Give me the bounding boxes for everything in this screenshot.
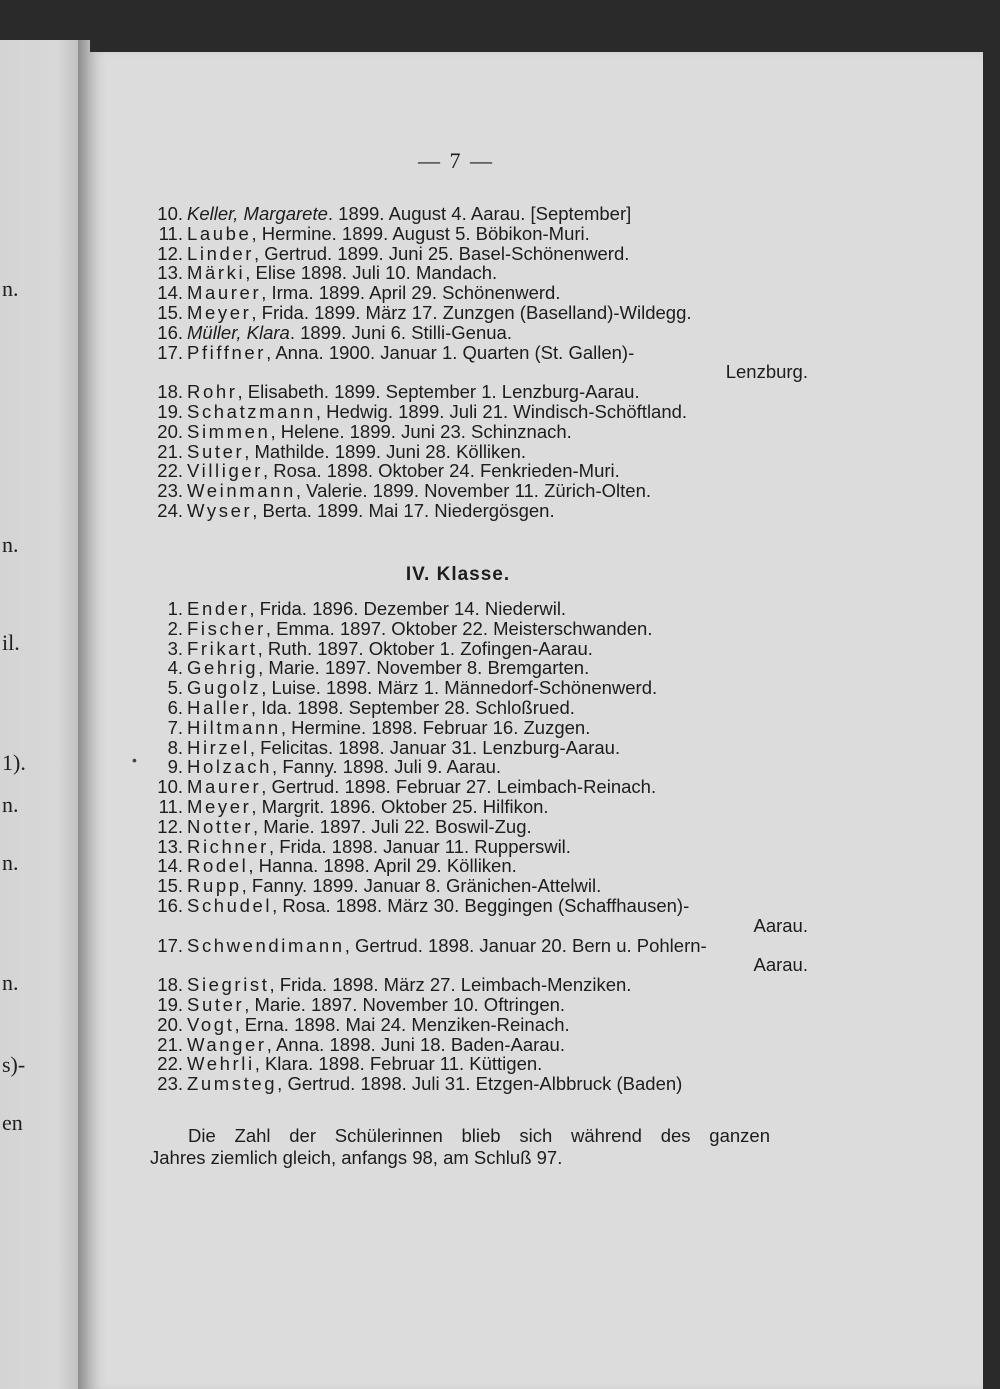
entry-text bbox=[187, 263, 788, 283]
entry-text bbox=[187, 343, 808, 383]
student-name: Linder bbox=[187, 242, 255, 264]
list-entry bbox=[128, 442, 788, 462]
entry-details: , Frida. 1898. Januar 11. Rupperswil. bbox=[268, 835, 571, 857]
adjacent-left-page bbox=[0, 40, 82, 1389]
entry-text bbox=[187, 244, 788, 264]
entry-details: , Erna. 1898. Mai 24. Menziken-Reinach. bbox=[234, 1013, 570, 1035]
entry-text bbox=[187, 1015, 788, 1035]
entry-number: 12. bbox=[157, 242, 183, 264]
student-name: Hirzel bbox=[187, 736, 250, 758]
student-name: Rodel bbox=[187, 855, 249, 877]
student-name: Wehrli bbox=[187, 1053, 255, 1075]
entry-details: , Hedwig. 1899. Juli 21. Windisch-Schöftland. bbox=[315, 400, 688, 422]
student-name: Schatzmann bbox=[187, 400, 316, 422]
entry-number: 24. bbox=[157, 499, 183, 521]
list-entry bbox=[128, 639, 788, 659]
student-name: Keller, Margarete bbox=[187, 203, 328, 224]
entry-number: 19. bbox=[157, 400, 183, 422]
entry-number: 4. bbox=[167, 657, 183, 679]
entry-text bbox=[187, 698, 788, 718]
list-entry bbox=[128, 757, 788, 777]
entry-number: 12. bbox=[157, 815, 183, 837]
list-entry bbox=[128, 599, 788, 619]
entry-details: , Gertrud. 1898. Januar 20. Bern u. Pohlern- bbox=[344, 934, 707, 956]
closing-line-2: Jahres ziemlich gleich, anfangs 98, am Schluß 97. bbox=[150, 1147, 563, 1168]
list-entry bbox=[128, 698, 788, 718]
entry-number: 3. bbox=[167, 637, 183, 659]
student-name: Haller bbox=[187, 696, 251, 718]
entry-details: , Marie. 1897. Juli 22. Boswil-Zug. bbox=[252, 815, 532, 837]
entry-text bbox=[187, 896, 808, 936]
left-page-fragment: s)- bbox=[2, 1052, 26, 1077]
entry-details: , Frida. 1898. März 27. Leimbach-Menziken. bbox=[269, 974, 632, 996]
entry-number: 14. bbox=[157, 282, 183, 304]
page-content bbox=[88, 52, 983, 1389]
list-entry bbox=[128, 738, 788, 758]
entry-text bbox=[187, 777, 788, 797]
list-entry bbox=[128, 837, 788, 857]
left-page-fragment: n. bbox=[2, 792, 19, 817]
entry-text bbox=[187, 856, 788, 876]
list-entry bbox=[128, 658, 788, 678]
student-name: Simmen bbox=[187, 420, 271, 442]
student-name: Meyer bbox=[187, 795, 252, 817]
entry-details: , Klara. 1898. Februar 11. Küttigen. bbox=[254, 1053, 543, 1075]
student-name: Fischer bbox=[187, 617, 266, 639]
entry-details: , Fanny. 1898. Juli 9. Aarau. bbox=[272, 756, 502, 778]
entry-text bbox=[187, 461, 788, 481]
entry-text bbox=[187, 738, 788, 758]
entry-number: 8. bbox=[167, 736, 183, 758]
student-name: Märki bbox=[187, 262, 246, 284]
entry-text bbox=[187, 204, 788, 224]
list-entry bbox=[128, 619, 788, 639]
student-name: Müller, Klara bbox=[187, 321, 290, 343]
entry-text bbox=[187, 402, 788, 422]
entry-text bbox=[187, 757, 788, 777]
list-entry bbox=[128, 777, 788, 797]
student-name: Richner bbox=[187, 835, 269, 857]
list-entry bbox=[128, 797, 788, 817]
entry-number: 1. bbox=[167, 598, 183, 619]
entry-continuation: Aarau. bbox=[753, 954, 808, 976]
list-entry bbox=[128, 934, 808, 976]
student-name: Laube bbox=[187, 222, 252, 244]
entry-details: , Elisabeth. 1899. September 1. Lenzburg-Aarau. bbox=[237, 381, 640, 403]
student-name: Weinmann bbox=[187, 480, 296, 502]
list-entry bbox=[128, 678, 788, 698]
entry-continuation: Aarau. bbox=[753, 914, 808, 936]
student-name: Pfiffner bbox=[187, 341, 267, 363]
entry-text bbox=[187, 797, 788, 817]
entry-text bbox=[187, 442, 788, 462]
entry-number: 16. bbox=[157, 321, 183, 343]
entry-number: 6. bbox=[167, 696, 183, 718]
entry-text bbox=[187, 382, 788, 402]
entry-number: 19. bbox=[157, 993, 183, 1015]
entry-text bbox=[187, 837, 788, 857]
entry-details: , Valerie. 1899. November 11. Zürich-Olten. bbox=[295, 480, 651, 502]
entry-number: 11. bbox=[158, 222, 183, 244]
entry-number: 20. bbox=[157, 1013, 183, 1035]
student-name: Maurer bbox=[187, 282, 262, 304]
entry-details: , Frida. 1896. Dezember 14. Niederwil. bbox=[249, 598, 567, 619]
closing-line-1: Die Zahl der Schülerinnen blieb sich während des ganzen bbox=[188, 1125, 770, 1146]
list-entry bbox=[128, 975, 788, 995]
entry-number: 17. bbox=[157, 934, 183, 956]
entry-number: 15. bbox=[157, 301, 183, 323]
entry-details: , Mathilde. 1899. Juni 28. Kölliken. bbox=[244, 440, 527, 462]
entry-details: , Anna. 1898. Juni 18. Baden-Aarau. bbox=[266, 1033, 565, 1055]
entry-text bbox=[187, 975, 788, 995]
entry-number: 18. bbox=[157, 974, 183, 996]
entry-details: , Anna. 1900. Januar 1. Quarten (St. Gallen)- bbox=[266, 341, 635, 363]
student-name: Gehrig bbox=[187, 657, 259, 679]
student-name: Frikart bbox=[187, 637, 258, 659]
entry-number: 5. bbox=[167, 677, 183, 699]
list-entry bbox=[128, 341, 808, 383]
entry-number: 23. bbox=[157, 1073, 183, 1095]
student-name: Schudel bbox=[187, 894, 273, 916]
entry-number: 17. bbox=[157, 341, 183, 363]
entry-text bbox=[187, 224, 788, 244]
student-name: Siegrist bbox=[187, 974, 270, 996]
entry-details: , Ida. 1898. September 28. Schloßrued. bbox=[250, 696, 575, 718]
entry-details: , Berta. 1899. Mai 17. Niedergösgen. bbox=[252, 499, 555, 521]
entry-number: 2. bbox=[167, 617, 183, 639]
student-name: Rupp bbox=[187, 875, 242, 897]
student-name: Gugolz bbox=[187, 677, 262, 699]
left-page-fragment: n. bbox=[2, 532, 19, 557]
student-name: Vogt bbox=[187, 1013, 235, 1035]
list-entry bbox=[128, 382, 788, 402]
entry-text bbox=[187, 323, 788, 343]
student-name: Ender bbox=[187, 598, 250, 619]
entry-details: , Emma. 1897. Oktober 22. Meisterschwanden. bbox=[265, 617, 653, 639]
list-entry bbox=[128, 1035, 788, 1055]
entry-details: . 1899. August 4. Aarau. [September] bbox=[327, 203, 632, 224]
entry-text bbox=[187, 1035, 788, 1055]
student-name: Holzach bbox=[187, 756, 273, 778]
list-entry bbox=[128, 501, 788, 521]
entry-number: 16. bbox=[157, 894, 183, 916]
list-entry bbox=[128, 718, 788, 738]
list-entry bbox=[128, 856, 788, 876]
left-page-fragment: il. bbox=[2, 630, 20, 655]
list-entry bbox=[128, 876, 788, 896]
student-name: Notter bbox=[187, 815, 253, 837]
entry-number: 21. bbox=[157, 440, 183, 462]
entry-number: 7. bbox=[167, 716, 183, 738]
entry-number: 22. bbox=[157, 460, 183, 482]
entry-number: 18. bbox=[157, 381, 183, 403]
entry-text bbox=[187, 283, 788, 303]
list-entry bbox=[128, 894, 808, 936]
list-entry bbox=[128, 422, 788, 442]
left-page-fragment: 1). bbox=[2, 750, 26, 775]
section-heading: IV. Klasse. bbox=[405, 564, 511, 585]
student-name: Rohr bbox=[187, 381, 238, 403]
entry-number: 13. bbox=[157, 262, 183, 284]
student-name: Wyser bbox=[187, 499, 253, 521]
entry-text bbox=[187, 422, 788, 442]
list-entry bbox=[128, 995, 788, 1015]
entry-details: , Rosa. 1898. März 30. Beggingen (Schaffhausen)- bbox=[272, 894, 690, 916]
entry-text bbox=[187, 995, 788, 1015]
entry-number: 13. bbox=[157, 835, 183, 857]
entry-details: , Felicitas. 1898. Januar 31. Lenzburg-Aarau. bbox=[249, 736, 621, 758]
entry-details: , Hermine. 1899. August 5. Böbikon-Muri. bbox=[251, 222, 590, 244]
entry-details: , Frida. 1899. März 17. Zunzgen (Baselland)-Wildegg. bbox=[251, 301, 692, 323]
entry-number: 22. bbox=[157, 1053, 183, 1075]
entry-number: 14. bbox=[157, 855, 183, 877]
entry-details: , Margrit. 1896. Oktober 25. Hilfikon. bbox=[251, 795, 549, 817]
entry-text bbox=[187, 303, 788, 323]
list-entry bbox=[128, 1015, 788, 1035]
entry-number: 10. bbox=[157, 776, 183, 798]
student-name: Villiger bbox=[187, 460, 263, 482]
entry-number: 11. bbox=[158, 795, 183, 817]
entry-details: , Hermine. 1898. Februar 16. Zuzgen. bbox=[280, 716, 591, 738]
entry-details: , Luise. 1898. März 1. Männedorf-Schönenwerd. bbox=[261, 677, 658, 699]
student-name: Suter bbox=[187, 440, 245, 462]
class-iii-list bbox=[128, 203, 808, 521]
margin-speck-mark: • bbox=[132, 752, 137, 768]
entry-details: , Elise 1898. Juli 10. Mandach. bbox=[245, 262, 498, 284]
list-entry bbox=[128, 204, 788, 224]
list-entry bbox=[128, 1074, 788, 1094]
entry-text bbox=[187, 936, 808, 976]
list-entry bbox=[128, 461, 788, 481]
entry-number: 20. bbox=[157, 420, 183, 442]
entry-text bbox=[187, 599, 788, 619]
list-entry bbox=[128, 817, 788, 837]
list-entry bbox=[128, 283, 788, 303]
class-iv-list bbox=[128, 598, 808, 1095]
student-name: Schwendimann bbox=[187, 934, 345, 956]
entry-details: , Marie. 1897. November 10. Oftringen. bbox=[244, 993, 566, 1015]
entry-continuation: Lenzburg. bbox=[725, 361, 808, 383]
left-page-fragment: n. bbox=[2, 970, 19, 995]
entry-details: . 1899. Juni 6. Stilli-Genua. bbox=[289, 321, 512, 343]
entry-details: , Gertrud. 1899. Juni 25. Basel-Schönenwerd. bbox=[254, 242, 630, 264]
left-page-fragment: n. bbox=[2, 850, 19, 875]
entry-number: 21. bbox=[157, 1033, 183, 1055]
entry-text bbox=[187, 481, 788, 501]
entry-number: 9. bbox=[167, 756, 183, 778]
left-page-fragment: n. bbox=[2, 276, 19, 301]
list-entry bbox=[128, 224, 788, 244]
list-entry bbox=[128, 1054, 788, 1074]
entry-text bbox=[187, 1054, 788, 1074]
student-name: Maurer bbox=[187, 776, 262, 798]
entry-details: , Gertrud. 1898. Februar 27. Leimbach-Reinach. bbox=[261, 776, 657, 798]
entry-text bbox=[187, 619, 788, 639]
list-entry bbox=[128, 481, 788, 501]
page-number: — 7 — bbox=[418, 148, 494, 173]
entry-number: 23. bbox=[157, 480, 183, 502]
entry-text bbox=[187, 678, 788, 698]
list-entry bbox=[128, 263, 788, 283]
entry-details: , Ruth. 1897. Oktober 1. Zofingen-Aarau. bbox=[257, 637, 593, 659]
student-name: Hiltmann bbox=[187, 716, 281, 738]
list-entry bbox=[128, 244, 788, 264]
left-page-fragment: en bbox=[2, 1110, 23, 1135]
book-page bbox=[88, 52, 983, 1389]
entry-details: , Gertrud. 1898. Juli 31. Etzgen-Albbruck (Baden) bbox=[277, 1073, 683, 1095]
entry-details: , Marie. 1897. November 8. Bremgarten. bbox=[258, 657, 590, 679]
student-name: Zumsteg bbox=[187, 1073, 278, 1095]
entry-details: , Hanna. 1898. April 29. Kölliken. bbox=[248, 855, 517, 877]
entry-text bbox=[187, 1074, 788, 1094]
list-entry bbox=[128, 323, 788, 343]
entry-details: , Helene. 1899. Juni 23. Schinznach. bbox=[270, 420, 572, 442]
entry-details: , Rosa. 1898. Oktober 24. Fenkrieden-Muri. bbox=[262, 460, 620, 482]
entry-number: 10. bbox=[157, 203, 183, 224]
entry-text bbox=[187, 876, 788, 896]
student-name: Wanger bbox=[187, 1033, 267, 1055]
entry-text bbox=[187, 501, 788, 521]
entry-details: , Fanny. 1899. Januar 8. Gränichen-Attelwil. bbox=[241, 875, 602, 897]
student-name: Meyer bbox=[187, 301, 252, 323]
entry-text bbox=[187, 718, 788, 738]
closing-paragraph bbox=[150, 1125, 770, 1169]
entry-details: , Irma. 1899. April 29. Schönenwerd. bbox=[261, 282, 561, 304]
entry-text bbox=[187, 817, 788, 837]
entry-number: 15. bbox=[157, 875, 183, 897]
list-entry bbox=[128, 402, 788, 422]
student-name: Suter bbox=[187, 993, 245, 1015]
entry-text bbox=[187, 639, 788, 659]
entry-text bbox=[187, 658, 788, 678]
list-entry bbox=[128, 303, 788, 323]
